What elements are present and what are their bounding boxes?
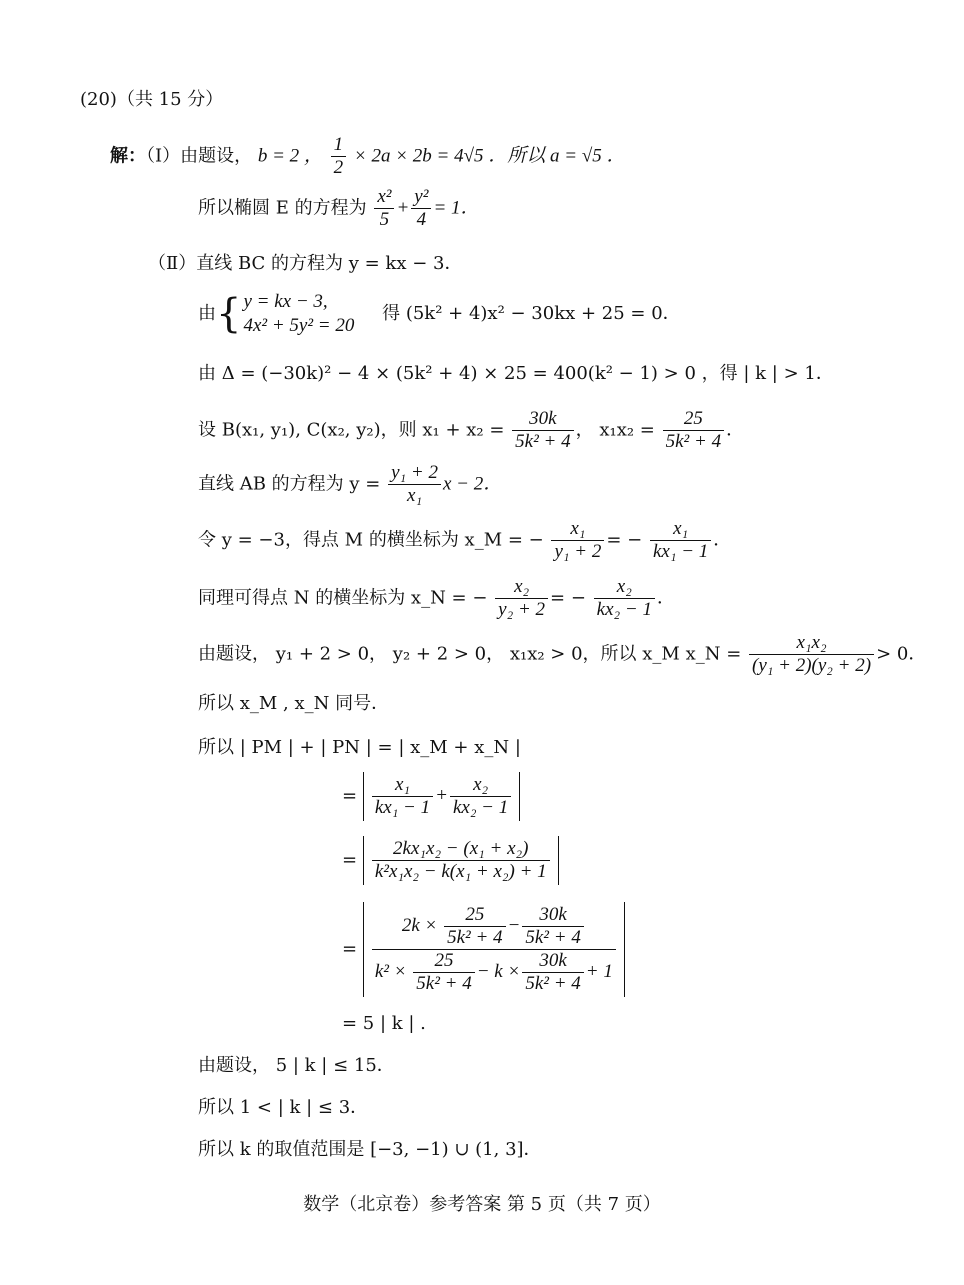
frac-num: x₁x₂ — [749, 632, 874, 655]
left-brace-icon: { — [216, 291, 242, 337]
step3-minus: − — [507, 914, 521, 936]
plus-sign: + — [396, 197, 410, 219]
sign-fraction — [749, 632, 874, 677]
frac-num: x₂ — [594, 576, 655, 599]
vieta-mid: ， x₁x₂ = — [575, 419, 655, 441]
part1-text-a: 由题设， — [180, 145, 253, 167]
range-line-1: 所以 1 < | k | ≤ 3． — [198, 1097, 369, 1118]
range-line-2: 所以 k 的取值范围是 [−3, −1) ∪ (1, 3]． — [198, 1139, 542, 1160]
n-line — [198, 576, 675, 621]
n-prefix: 同理可得点 N 的横坐标为 x_N = − — [198, 587, 488, 609]
solution-label: 解： — [110, 145, 146, 167]
n-fraction-1 — [495, 576, 548, 621]
m-mid: = − — [606, 529, 643, 551]
frac-num: y² — [411, 186, 431, 209]
part1-b-value: b = 2 ， — [257, 145, 323, 167]
system-result: 得 (5k² + 4)x² − 30kx + 25 = 0． — [382, 303, 681, 324]
step3-line — [342, 902, 625, 997]
part1-area-expression: × 2a × 2b = 4√5 ．所以 a = √5 ． — [353, 145, 626, 167]
step3-den-end: + 1 — [585, 960, 613, 982]
part2-label: （Ⅱ） — [148, 253, 197, 274]
step2-fraction — [372, 838, 550, 883]
m-line — [198, 518, 731, 563]
frac-den: 5k² + 4 — [515, 431, 571, 452]
y-square-over-4 — [411, 186, 431, 231]
frac-num: x₂ — [495, 576, 548, 599]
part1-label: （Ⅰ） — [146, 145, 181, 167]
step3-den-fraction-2 — [522, 950, 583, 995]
step1-absolute-value — [363, 772, 520, 821]
frac-num: x₂ — [450, 774, 511, 797]
equals-one: = 1． — [433, 197, 480, 219]
system-prefix: 由 — [198, 303, 216, 324]
sign-line — [198, 632, 926, 677]
m-fraction-1 — [551, 518, 604, 563]
frac-den: k²x₁x₂ − k(x₁ + x₂) + 1 — [374, 861, 547, 882]
frac-num: 30k — [522, 904, 583, 927]
half-fraction — [331, 134, 347, 179]
frac-num: 30k — [522, 950, 583, 973]
frac-den: x₁ — [407, 485, 423, 506]
n-fraction-2 — [594, 576, 655, 621]
half-num: 1 — [331, 134, 347, 157]
ellipse-text: 所以椭圆 E 的方程为 — [198, 197, 367, 219]
frac-den: 5k² + 4 — [525, 927, 581, 948]
frac-num: 25 — [444, 904, 505, 927]
step1-fraction-1 — [372, 774, 433, 819]
frac-num: x² — [374, 186, 394, 209]
frac-den: kx₂ − 1 — [596, 599, 652, 620]
step1-fraction-2 — [450, 774, 511, 819]
step1-plus: + — [435, 784, 448, 806]
frac-den: kx₂ − 1 — [452, 797, 509, 818]
bc-equation: 直线 BC 的方程为 y = kx − 3． — [196, 253, 463, 274]
ab-slope-fraction — [388, 462, 441, 507]
step2-equals: = — [342, 849, 358, 871]
sign-end: > 0． — [876, 643, 927, 665]
frac-den: kx₁ − 1 — [374, 797, 431, 818]
ab-line — [198, 462, 502, 507]
step3-equals: = — [342, 938, 358, 960]
frac-den: 5 — [379, 209, 390, 230]
step4-line: = 5 | k | . — [342, 1013, 426, 1034]
x-square-over-5 — [374, 186, 394, 231]
frac-den: 4 — [416, 209, 427, 230]
problem-header: (20)（共 15 分） — [80, 89, 224, 110]
frac-den: (y₁ + 2)(y₂ + 2) — [752, 655, 872, 676]
step1-equals: = — [342, 785, 358, 807]
frac-num: x₁ — [551, 518, 604, 541]
sum-line: 所以 | PM | + | PN | = | x_M + x_N | — [198, 737, 521, 758]
system-eq2: 4x² + 5y² = 20 — [243, 315, 355, 336]
step3-num-fraction-2 — [522, 904, 583, 949]
vieta-end: ． — [726, 419, 745, 441]
same-sign-line: 所以 x_M , x_N 同号． — [198, 693, 390, 714]
equation-system — [243, 290, 354, 338]
condition-line: 由题设， 5 | k | ≤ 15． — [198, 1055, 395, 1076]
step2-line — [342, 836, 559, 885]
frac-den: y₁ + 2 — [554, 541, 602, 562]
frac-num: 2kx₁x₂ − (x₁ + x₂) — [372, 838, 550, 861]
frac-num: y₁ + 2 — [388, 462, 441, 485]
frac-num: x₁ — [650, 518, 711, 541]
system-eq1: y = kx − 3, — [243, 291, 328, 312]
part1-line1 — [110, 134, 626, 179]
m-end: ． — [713, 529, 732, 551]
ab-prefix: 直线 AB 的方程为 y = — [198, 473, 381, 495]
n-end: ． — [656, 587, 675, 609]
frac-num: x₁ — [372, 774, 433, 797]
frac-num: 30k — [512, 408, 573, 431]
frac-den: 5k² + 4 — [525, 973, 581, 994]
n-mid: = − — [550, 587, 586, 609]
m-prefix: 令 y = −3，得点 M 的横坐标为 x_M = − — [198, 529, 544, 551]
step3-num-fraction-1 — [444, 904, 505, 949]
frac-den: y₂ + 2 — [498, 599, 546, 620]
vieta-product-fraction — [663, 408, 724, 453]
step3-big-fraction — [372, 904, 616, 995]
step3-den-fraction-1 — [413, 950, 474, 995]
step2-absolute-value — [363, 836, 559, 885]
frac-num: 25 — [413, 950, 474, 973]
ab-end: x − 2． — [442, 473, 503, 495]
step3-numerator — [372, 904, 616, 950]
step3-absolute-value — [363, 902, 625, 997]
step3-num-prefix: 2k × — [401, 914, 438, 936]
frac-den: 5k² + 4 — [447, 927, 503, 948]
step3-denominator — [372, 950, 616, 995]
part1-line2 — [198, 186, 480, 231]
vieta-line — [198, 408, 744, 453]
page-footer: 数学（北京卷）参考答案 第 5 页（共 7 页） — [303, 1194, 661, 1215]
frac-den: 5k² + 4 — [665, 431, 722, 452]
vieta-prefix: 设 B(x₁, y₁), C(x₂, y₂)，则 x₁ + x₂ = — [198, 419, 505, 441]
system-line — [198, 290, 681, 338]
step3-den-mid: − k × — [476, 960, 521, 982]
part2-line-bc — [148, 252, 462, 276]
frac-num: 25 — [663, 408, 724, 431]
delta-line: 由 Δ = (−30k)² − 4 × (5k² + 4) × 25 = 400(k² − 1) > 0 ，得 | k | > 1． — [198, 363, 834, 384]
m-fraction-2 — [650, 518, 711, 563]
frac-den: kx₁ − 1 — [652, 541, 709, 562]
step3-den-prefix: k² × — [374, 960, 407, 982]
half-den: 2 — [333, 157, 344, 178]
sign-prefix: 由题设， y₁ + 2 > 0， y₂ + 2 > 0， x₁x₂ > 0，所以 x_M x_N = — [198, 643, 742, 665]
frac-den: 5k² + 4 — [416, 973, 472, 994]
step1-line — [342, 772, 520, 821]
vieta-sum-fraction — [512, 408, 573, 453]
